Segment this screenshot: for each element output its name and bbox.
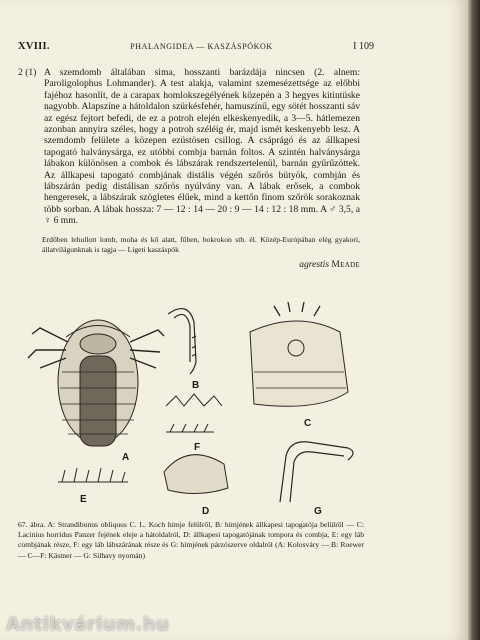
species-name: agrestis — [299, 260, 330, 270]
figure-a-body-drawing — [28, 320, 164, 446]
species-author: Meade — [331, 260, 360, 270]
key-entry-text: A szemdomb általában sima, hosszanti barázdája nincsen (2. alnem: Paroligolophus Lohmander). A test alakja, valamint szemesézettsége az előbbi fajéhoz hasonlít, de a carapax homlokszegélyének közepén a 3 hegyes kitintüske nagyobb. Alapszíne a hátoldalon szürkésfehér, hamuszínű, egy sötét hosszanti sáv az egész fejtort befedi, de ez a potroh elején elkeskenyedik, a 3—5. hátlemezen azonban annyira széles, hogy a potroh széléig ér, majd ismét keskenyebb lesz. A szemdomb felülete a közepen ezüstösen csillog. A csáprágó és az állkapesi tapogató halványsárga, ez utóbbi combja barnán foltos. A szintén halványsárga lábakon különösen a combok és lábszárak rendszertelenül, barnán gyűrűzöttek. Az állkapesi tapogató combjának distális végén szőrös bütyök, combján és lábszárán pedig distálisan szőrös nyúlvány van. A lábak erősek, a combok hengeresek, a lábszárak szögletes élűek, mind a kettőn finom szőrök sorakoznak több sorban. A lábak hossza: 7 — 12 : 14 — 20 : 9 — 14 : 12 : 18 mm. A ♂ 3,5, a ♀ 6 mm. — [44, 67, 360, 227]
running-header — [18, 41, 374, 52]
running-title: PHALANGIDEA — KASZÁSPÓKOK — [130, 42, 273, 51]
figure-label-b: B — [192, 380, 200, 391]
figure-c-carapace-drawing — [250, 302, 348, 406]
figure-e-leg-drawing — [58, 468, 128, 482]
figure-label-c: C — [304, 418, 312, 429]
species-heading — [252, 260, 360, 270]
chapter-number: XVIII. — [18, 41, 50, 52]
key-entry-number: 2 (1) — [18, 67, 37, 78]
figure-label-a: A — [122, 452, 130, 463]
watermark-text: Antikvárium.hu — [6, 614, 170, 635]
figure-plate — [18, 292, 368, 520]
key-entry — [18, 67, 360, 227]
habitat-note: Erdőben lehullott lomb, moha és kő alatt, fűben, bokrokon stb. él. Közép-Európában elég gyakori, állatvilágunknak is tagja — Ligeti kaszáspók — [42, 235, 360, 254]
figure-spines-drawing — [166, 394, 222, 432]
figure-label-e: E — [80, 494, 87, 505]
figure-label-f: F — [194, 442, 201, 453]
figure-caption: 67. ábra. A: Strandibunus obliquus C. L. Koch hímje felülről, B: hímjének állkapesi tapogatója belülről — C: Lacinius horridus Panzer fejének eleje a hátoldalról, D: állkapesi tapogatójának tompora és combja, E: egy láb combjának része, F: egy láb lábszárának része és G: hímjének párzószerve oldalról (A: Kolosváry — B: Roewer — C—F: Kästner — G: Silhavy nyomán) — [18, 520, 364, 560]
figure-d-segment-drawing — [164, 455, 228, 494]
figure-label-g: G — [314, 506, 322, 517]
figure-g-organ-drawing — [280, 442, 353, 502]
figure-b-palp-drawing — [168, 309, 196, 374]
page-number: I 109 — [353, 41, 374, 52]
figure-label-d: D — [202, 506, 210, 517]
book-spine-edge — [468, 0, 480, 640]
